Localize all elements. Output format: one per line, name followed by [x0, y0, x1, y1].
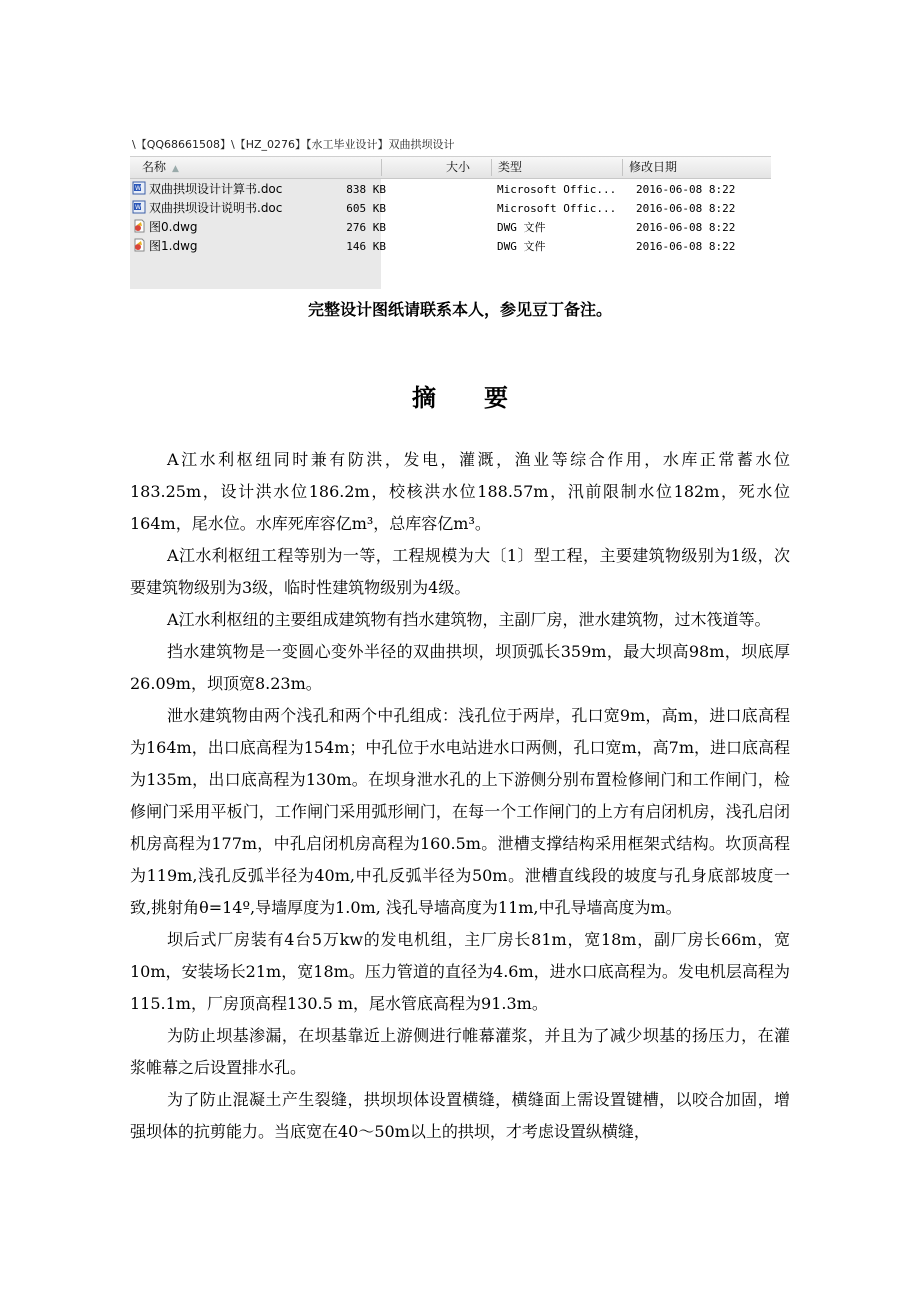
file-date-cell: 2016-06-08 8:22	[636, 202, 736, 215]
column-header-type[interactable]: 类型	[498, 160, 523, 174]
abstract-paragraph: 泄水建筑物由两个浅孔和两个中孔组成：浅孔位于两岸，孔口宽9m，高m，进口底高程为164m，出口底高程为154m；中孔位于水电站进水口两侧，孔口宽m，高7m，进口底高程为135m，出口底高程为130m。在坝身泄水孔的上下游侧分别布置检修闸门和工作闸门，检修闸门采用平板门，工作闸门采用弧形闸门，在每一个工作闸门的上方有启闭机房，浅孔启闭机房高程为177m，中孔启闭机房高程为160.5m。泄槽支撑结构采用框架式结构。坎顶高程为119m,浅孔反弧半径为40m,中孔反弧半径为50m。泄槽直线段的坡度与孔身底部坡度一致,挑射角θ=14º,导墙厚度为1.0m, 浅孔导墙高度为11m,中孔导墙高度为m。	[130, 706, 790, 917]
file-size-cell: 605 KB	[346, 202, 386, 215]
file-list	[130, 179, 771, 289]
column-header-row	[130, 156, 771, 179]
dwg-file-icon	[132, 238, 146, 252]
file-size-cell: 838 KB	[346, 183, 386, 196]
abstract-paragraph: A江水利枢纽工程等别为一等，工程规模为大〔1〕型工程，主要建筑物级别为1级，次要建筑物级别为3级，临时性建筑物级别为4级。	[130, 546, 790, 597]
abstract-body	[130, 444, 790, 1148]
abstract-paragraph: 为了防止混凝土产生裂缝，拱坝坝体设置横缝，横缝面上需设置键槽，以咬合加固，增强坝体的抗剪能力。当底宽在40～50m以上的拱坝，才考虑设置纵横缝，	[130, 1090, 790, 1141]
column-header-size[interactable]: 大小	[445, 160, 470, 174]
file-row[interactable]	[130, 180, 771, 199]
dwg-file-icon	[132, 219, 146, 233]
file-name-cell: 图0.dwg	[132, 218, 198, 237]
file-name-cell: 图1.dwg	[132, 237, 198, 256]
file-date-cell: 2016-06-08 8:22	[636, 221, 736, 234]
word-doc-icon	[132, 181, 146, 195]
file-date-cell: 2016-06-08 8:22	[636, 240, 736, 253]
column-header-name[interactable]: 名称 ▲	[142, 160, 179, 174]
word-doc-icon	[132, 200, 146, 214]
file-name-cell: W 双曲拱坝设计说明书.doc	[132, 199, 282, 218]
svg-text:W: W	[135, 204, 141, 211]
abstract-paragraph: 坝后式厂房装有4台5万kw的发电机组，主厂房长81m，宽18m，副厂房长66m，宽10m，安装场长21m，宽18m。压力管道的直径为4.6m，进水口底高程为。发电机层高程为115.1m，厂房顶高程130.5 m，尾水管底高程为91.3m。	[130, 930, 790, 1013]
contact-notice: 完整设计图纸请联系本人，参见豆丁备注。	[307, 300, 612, 319]
address-bar[interactable]: \【QQ68661508】\【HZ_0276】【水工毕业设计】双曲拱坝设计	[132, 138, 455, 151]
sort-ascending-icon: ▲	[172, 164, 179, 174]
abstract-paragraph: A江水利枢纽的主要组成建筑物有挡水建筑物，主副厂房，泄水建筑物，过木筏道等。	[167, 610, 771, 629]
file-row[interactable]	[130, 237, 771, 256]
abstract-paragraph: 为防止坝基渗漏，在坝基靠近上游侧进行帷幕灌浆，并且为了减少坝基的扬压力，在灌浆帷幕之后设置排水孔。	[130, 1026, 790, 1077]
file-type-cell: Microsoft Offic...	[497, 183, 617, 196]
file-size-cell: 276 KB	[346, 221, 386, 234]
file-row[interactable]	[130, 199, 771, 218]
file-type-cell: DWG 文件	[497, 221, 546, 234]
file-date-cell: 2016-06-08 8:22	[636, 183, 736, 196]
column-header-modified[interactable]: 修改日期	[629, 160, 678, 174]
abstract-paragraph: 挡水建筑物是一变圆心变外半径的双曲拱坝，坝顶弧长359m，最大坝高98m，坝底厚26.09m，坝顶宽8.23m。	[130, 642, 790, 693]
file-explorer-screenshot	[130, 136, 771, 288]
file-type-cell: DWG 文件	[497, 240, 546, 253]
file-size-cell: 146 KB	[346, 240, 386, 253]
page-title: 摘要	[412, 384, 556, 412]
file-type-cell: Microsoft Offic...	[497, 202, 617, 215]
file-row[interactable]	[130, 218, 771, 237]
file-name-cell: W 双曲拱坝设计计算书.doc	[132, 180, 282, 199]
svg-text:W: W	[135, 185, 141, 192]
abstract-paragraph: A江水利枢纽同时兼有防洪，发电，灌溉，渔业等综合作用，水库正常蓄水位183.25m，设计洪水位186.2m，校核洪水位188.57m，汛前限制水位182m，死水位164m，尾水位。水库死库容亿m³，总库容亿m³。	[130, 450, 790, 533]
